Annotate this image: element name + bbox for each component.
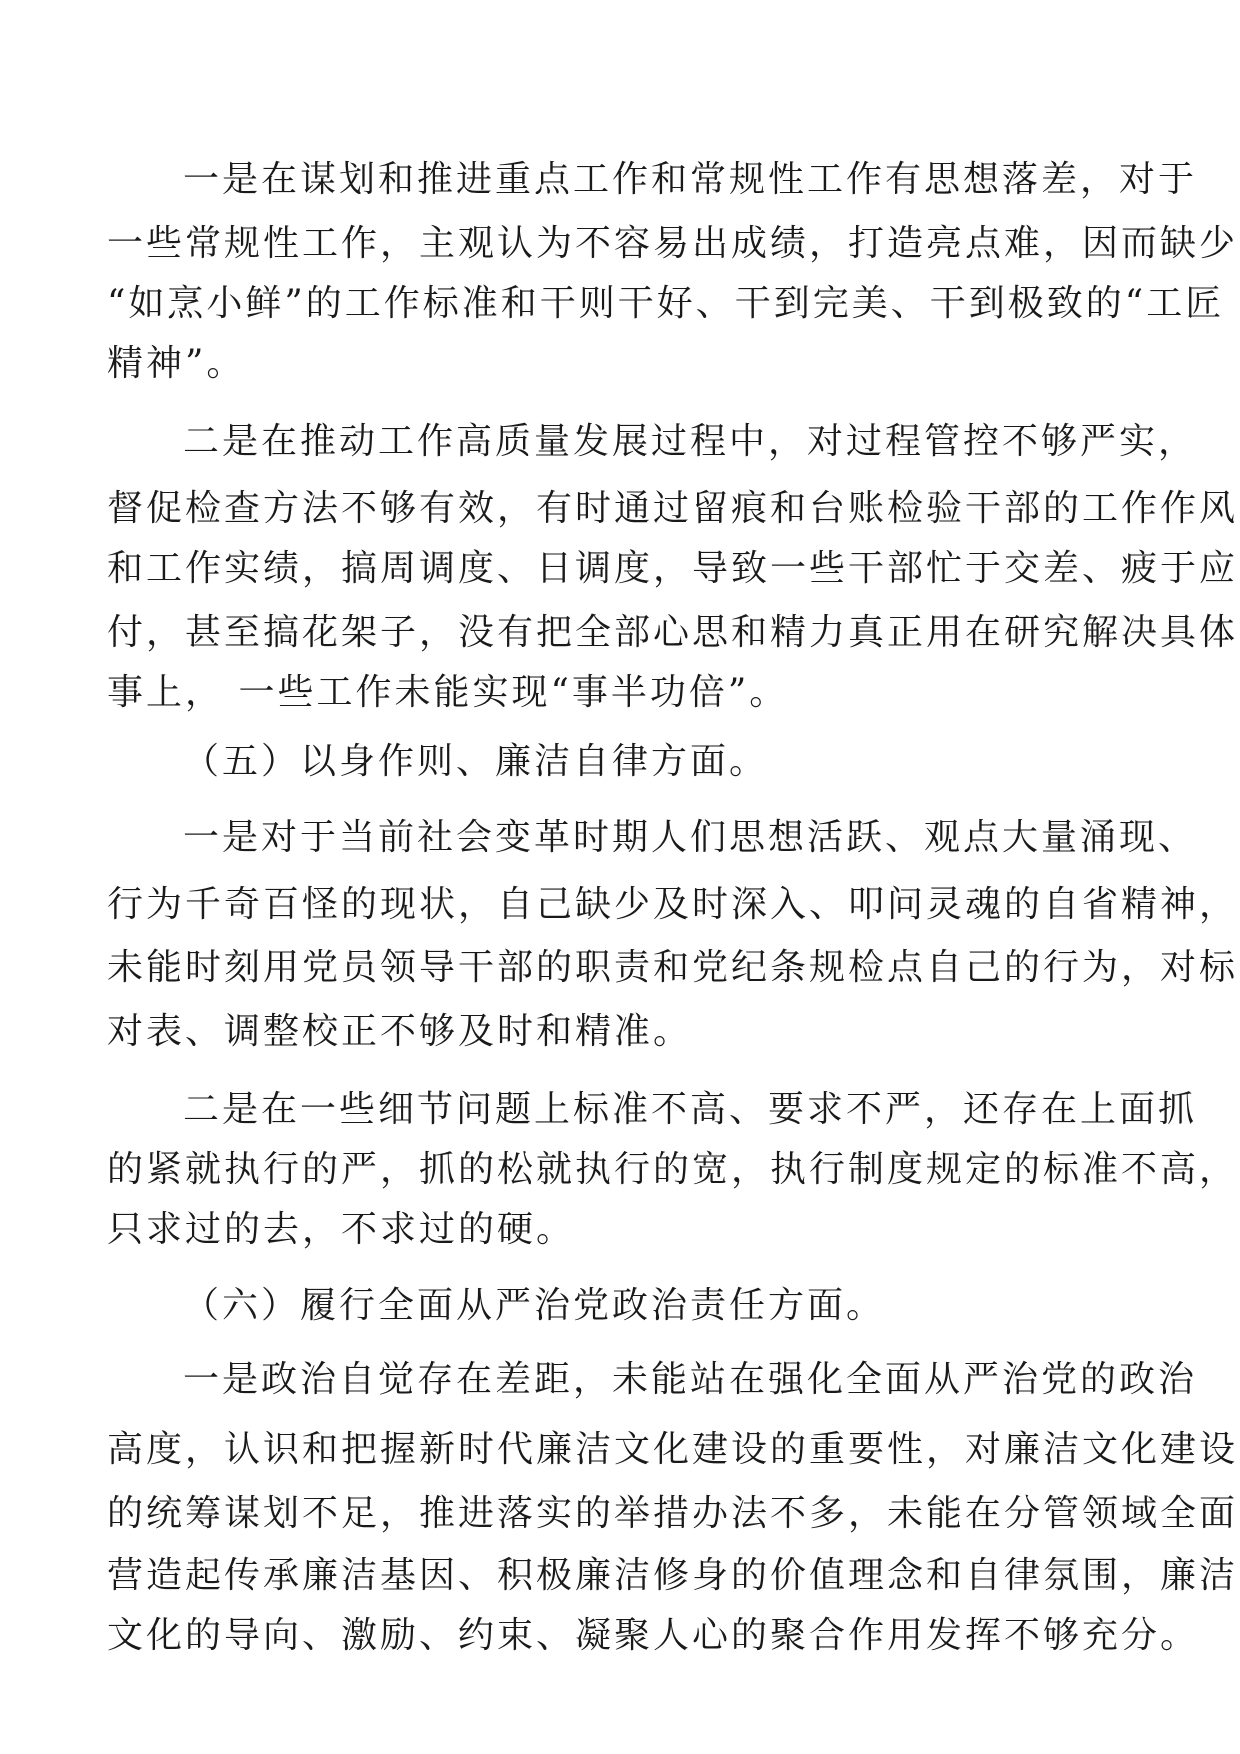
text-line: 付，甚至搞花架子，没有把全部心思和精力真正用在研究解决具体	[107, 612, 1239, 653]
text-line: 未能时刻用党员领导干部的职责和党纪条规检点自己的行为，对标	[107, 947, 1239, 988]
section-heading: （六）履行全面从严治党政治责任方面。	[183, 1285, 886, 1326]
text-line: 精神”。	[107, 343, 246, 384]
text-line: 只求过的去，不求过的硬。	[107, 1209, 576, 1250]
text-line: 督促检查方法不够有效，有时通过留痕和台账检验干部的工作作风	[107, 488, 1239, 529]
text-line: 对表、调整校正不够及时和精准。	[107, 1011, 693, 1052]
text-line: 行为千奇百怪的现状，自己缺少及时深入、叩问灵魂的自省精神，	[107, 884, 1239, 925]
text-line: 的紧就执行的严，抓的松就执行的宽，执行制度规定的标准不高，	[107, 1149, 1239, 1190]
text-line: 营造起传承廉洁基因、积极廉洁修身的价值理念和自律氛围，廉洁	[107, 1555, 1239, 1596]
text-line: 文化的导向、激励、约束、凝聚人心的聚合作用发挥不够充分。	[107, 1615, 1200, 1656]
text-line: 的统筹谋划不足，推进落实的举措办法不多，未能在分管领域全面	[107, 1493, 1239, 1534]
text-line: 一是对于当前社会变革时期人们思想活跃、观点大量涌现、	[183, 817, 1198, 858]
text-line: 二是在推动工作高质量发展过程中，对过程管控不够严实，	[183, 421, 1198, 462]
text-line: 一是政治自觉存在差距，未能站在强化全面从严治党的政治	[183, 1359, 1198, 1400]
text-line: 高度，认识和把握新时代廉洁文化建设的重要性，对廉洁文化建设	[107, 1429, 1239, 1470]
text-line: 事上， 一些工作未能实现“事半功倍”。	[107, 672, 789, 713]
section-heading: （五）以身作则、廉洁自律方面。	[183, 741, 769, 782]
text-line: 一是在谋划和推进重点工作和常规性工作有思想落差，对于	[183, 159, 1198, 200]
text-line: 和工作实绩，搞周调度、日调度，导致一些干部忙于交差、疲于应	[107, 548, 1239, 589]
text-line: “如烹小鲜”的工作标准和干则干好、干到完美、干到极致的“工匠	[107, 283, 1225, 324]
text-line: 一些常规性工作，主观认为不容易出成绩，打造亮点难，因而缺少	[107, 223, 1239, 264]
text-line: 二是在一些细节问题上标准不高、要求不严，还存在上面抓	[183, 1089, 1198, 1130]
